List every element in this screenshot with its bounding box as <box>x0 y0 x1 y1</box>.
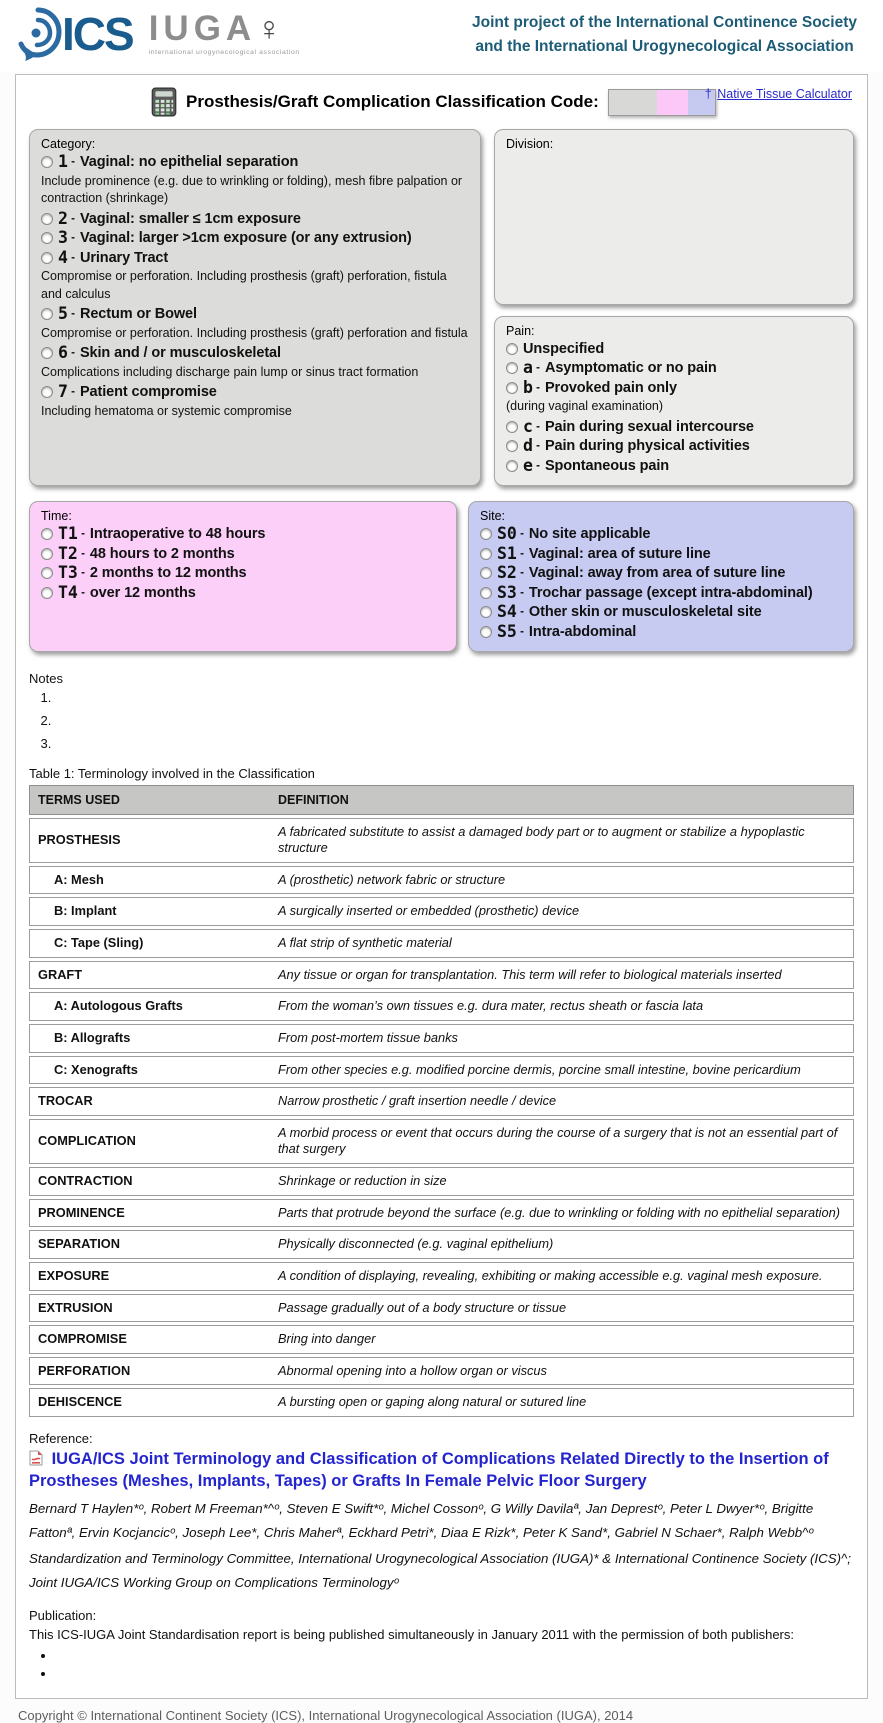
calculator-icon <box>151 87 177 117</box>
radio-button[interactable] <box>41 548 53 560</box>
dagger-icon: † <box>704 87 712 101</box>
time-label: Time: <box>41 509 72 523</box>
option-label: Unspecified <box>523 341 605 357</box>
iuga-caption: international urogynecological association <box>148 49 300 56</box>
table-row <box>29 1056 854 1085</box>
term-cell: EXPOSURE <box>38 1267 110 1283</box>
term-cell: TROCAR <box>38 1093 93 1109</box>
reference-section <box>29 1431 854 1596</box>
main-panel <box>15 74 868 1699</box>
note-item <box>55 712 854 731</box>
term-cell: C: Tape (Sling) <box>54 935 144 951</box>
term-cell: B: Allografts <box>54 1029 131 1045</box>
term-cell: PROSTHESIS <box>38 831 121 847</box>
radio-option <box>41 582 445 602</box>
radio-button[interactable] <box>506 421 518 433</box>
pain-section <box>494 316 854 486</box>
radio-button[interactable] <box>480 548 492 560</box>
option-code: 3 - <box>58 230 75 247</box>
pain-label: Pain: <box>506 324 535 338</box>
table-row <box>29 992 854 1021</box>
table-row <box>29 1119 854 1164</box>
note-item <box>55 689 854 708</box>
option-label: Spontaneous pain <box>544 457 670 474</box>
table-row <box>29 818 854 863</box>
option-label: Other skin or musculoskeletal site <box>528 604 762 621</box>
option-label: Vaginal: area of suture line <box>528 545 711 562</box>
definition-cell: A flat strip of synthetic material <box>278 935 452 951</box>
radio-option <box>41 208 469 228</box>
definition-cell: Bring into danger <box>278 1331 376 1347</box>
radio-button[interactable] <box>506 362 518 374</box>
option-code: 4 - <box>58 250 75 267</box>
radio-option <box>480 621 842 641</box>
definition-cell: Parts that protrude beyond the surface (e.g. due to wrinkling or folding with no epithelial separation) <box>278 1204 840 1220</box>
option-code: a - <box>523 360 540 377</box>
category-section <box>29 129 481 486</box>
reference-committee: Standardization and Terminology Committee, International Urogynecological Association (IUGA)* & International Continence Society (ICS)^; Joint IUGA/ICS Working Group on Complications Terminologyᵒ <box>29 1550 851 1591</box>
radio-option <box>506 455 842 475</box>
time-section <box>29 501 457 652</box>
option-note: Include prominence (e.g. due to wrinkling or folding), mesh fibre palpation or contraction (shrinkage) <box>41 173 463 205</box>
option-label: Rectum or Bowel <box>79 306 197 323</box>
site-options <box>480 526 842 640</box>
option-code: S1 - <box>497 546 524 563</box>
notes-heading: Notes <box>29 671 63 686</box>
ics-logo-text: ICS <box>62 8 133 60</box>
native-tissue-calculator-link[interactable]: † Native Tissue Calculator <box>704 87 852 101</box>
option-label: Intraoperative to 48 hours <box>89 526 266 543</box>
radio-button[interactable] <box>480 528 492 540</box>
option-code: T1 - <box>58 526 85 543</box>
option-code: 2 - <box>58 211 75 228</box>
radio-option <box>41 230 469 247</box>
option-label: Vaginal: away from area of suture line <box>528 565 786 582</box>
radio-button[interactable] <box>41 252 53 264</box>
term-cell: COMPROMISE <box>38 1331 127 1347</box>
option-label: Intra-abdominal <box>528 623 637 640</box>
term-cell: CONTRACTION <box>38 1173 133 1189</box>
table-body <box>29 818 854 1418</box>
option-note: Including hematoma or systemic compromise <box>41 403 292 418</box>
ics-logo-mark <box>14 6 62 62</box>
table-header-terms: TERMS USED <box>38 792 120 807</box>
option-code: 1 - <box>58 154 75 171</box>
option-code: S2 - <box>497 565 524 582</box>
definition-cell: A morbid process or event that occurs during the course of a surgery that is not an essential part of that surgery <box>278 1124 838 1157</box>
definition-cell: Passage gradually out of a body structure or tissue <box>278 1299 567 1315</box>
code-swatch-time <box>657 90 689 115</box>
term-cell: PERFORATION <box>38 1362 131 1378</box>
page-title: Prosthesis/Graft Complication Classification Code: <box>186 92 599 111</box>
radio-option <box>480 604 842 621</box>
definition-cell: Shrinkage or reduction in size <box>278 1173 447 1189</box>
term-cell: COMPLICATION <box>38 1133 136 1149</box>
time-options <box>41 526 445 601</box>
radio-option <box>506 438 842 455</box>
radio-option <box>41 154 469 208</box>
radio-button[interactable] <box>41 567 53 579</box>
table-header-definition: DEFINITION <box>278 792 349 807</box>
table-row <box>29 961 854 990</box>
radio-option <box>480 582 842 602</box>
radio-button[interactable] <box>41 347 53 359</box>
term-cell: EXTRUSION <box>38 1299 113 1315</box>
reference-heading: Reference: <box>29 1431 93 1447</box>
table-header-row <box>29 785 854 815</box>
category-options <box>41 154 469 420</box>
radio-option <box>41 543 445 563</box>
option-label: 2 months to 12 months <box>89 565 247 582</box>
option-code: e - <box>523 458 540 475</box>
option-label: Asymptomatic or no pain <box>544 360 717 377</box>
radio-option <box>506 377 842 416</box>
option-label: Skin and / or musculoskeletal <box>79 345 281 362</box>
option-label: Provoked pain only <box>544 379 677 396</box>
term-cell: C: Xenografts <box>54 1061 138 1077</box>
term-cell: GRAFT <box>38 966 83 982</box>
publisher-item <box>56 1666 854 1681</box>
table-row <box>29 1087 854 1116</box>
terminology-table-section <box>29 766 854 1418</box>
radio-option <box>41 526 445 543</box>
table-row <box>29 897 854 926</box>
definition-cell: From post-mortem tissue banks <box>278 1029 458 1045</box>
term-cell: DEHISCENCE <box>38 1394 122 1410</box>
category-label: Category: <box>41 137 96 151</box>
reference-authors: Bernard T Haylen*ᵒ, Robert M Freeman*^ᵒ, Steven E Swift*ᵒ, Michel Cossonᵒ, G Willy Davilaª, Jan Deprestᵒ, Peter L Dwyer*ᵒ, Brigitte Fattonª, Ervin Kocjancicᵒ, Joseph Lee*, Chris Maherª, Eckhard Petri*, Diaa E Rizk*, Peter K Sand*, Gabriel N Schaer*, Ralph Webb^ᵒ <box>29 1500 814 1541</box>
radio-option <box>506 341 842 357</box>
publication-heading: Publication: <box>29 1607 97 1623</box>
table-row <box>29 1294 854 1323</box>
option-label: Pain during sexual intercourse <box>544 418 754 435</box>
radio-option <box>41 306 469 342</box>
radio-button[interactable] <box>41 587 53 599</box>
term-cell: B: Implant <box>54 903 117 919</box>
radio-option <box>41 384 469 420</box>
definition-cell: From the woman’s own tissues e.g. dura mater, rectus sheath or fascia lata <box>278 998 704 1014</box>
radio-option <box>41 345 469 381</box>
option-label: Trochar passage (except intra-abdominal) <box>528 584 813 601</box>
tagline-line1: Joint project of the International Continence Society <box>472 14 857 31</box>
notes-section <box>29 671 854 754</box>
term-cell: PROMINENCE <box>38 1204 125 1220</box>
term-cell: SEPARATION <box>38 1236 120 1252</box>
option-label: over 12 months <box>89 584 196 601</box>
option-note: Compromise or perforation. Including prosthesis (graft) perforation, fistula and calculus <box>41 269 447 301</box>
option-code: 6 - <box>58 345 75 362</box>
copyright-notice: Copyright © International Continent Society (ICS), International Urogynecological Association (IUGA), 2014 <box>18 1708 634 1723</box>
publisher-item <box>56 1648 854 1663</box>
option-label: 48 hours to 2 months <box>89 545 235 562</box>
note-item <box>55 735 854 754</box>
iuga-logo-text: IUGA <box>148 9 257 48</box>
definition-cell: From other species e.g. modified porcine dermis, porcine small intestine, bovine pericardium <box>278 1061 801 1077</box>
option-label: Vaginal: larger >1cm exposure (or any extrusion) <box>79 230 412 247</box>
table-row <box>29 1167 854 1196</box>
radio-button[interactable] <box>41 232 53 244</box>
option-label: No site applicable <box>528 526 651 543</box>
radio-button[interactable] <box>480 587 492 599</box>
option-code: c - <box>523 419 540 436</box>
option-note: (during vaginal examination) <box>506 399 664 413</box>
definition-cell: Abnormal opening into a hollow organ or viscus <box>278 1362 547 1378</box>
option-code: b - <box>523 380 540 397</box>
definition-cell: A bursting open or gaping along natural or sutured line <box>278 1394 587 1410</box>
option-code: T2 - <box>58 546 85 563</box>
radio-button[interactable] <box>41 156 53 168</box>
pain-options <box>506 341 842 474</box>
site-label: Site: <box>480 509 506 523</box>
definition-cell: A fabricated substitute to assist a damaged body part or to augment or stabilize a hypoplastic structure <box>278 823 805 856</box>
site-section <box>468 501 854 652</box>
table-caption: Table 1: Terminology involved in the Classification <box>29 765 315 781</box>
publication-intro: This ICS-IUGA Joint Standardisation report is being published simultaneously in January 2011 with the permission of both publishers: <box>29 1626 795 1642</box>
header <box>0 0 883 72</box>
radio-button[interactable] <box>506 460 518 472</box>
option-code: S4 - <box>497 604 524 621</box>
radio-button[interactable] <box>41 528 53 540</box>
option-label: Urinary Tract <box>79 249 169 266</box>
option-code: d - <box>523 438 540 455</box>
option-label: Pain during physical activities <box>544 438 750 455</box>
reference-title: IUGA/ICS Joint Terminology and Classification of Complications Related Directly to the Insertion of Prostheses (Meshes, Implants, Tapes) or Grafts In Female Pelvic Floor Surgery <box>29 1450 829 1491</box>
table-row <box>29 1262 854 1291</box>
option-code: 5 - <box>58 306 75 323</box>
definition-cell: Narrow prosthetic / graft insertion needle / device <box>278 1093 557 1109</box>
radio-option <box>506 416 842 436</box>
radio-button[interactable] <box>480 567 492 579</box>
option-code: S0 - <box>497 526 524 543</box>
radio-button[interactable] <box>506 382 518 394</box>
option-label: Patient compromise <box>79 384 217 401</box>
table-row <box>29 1357 854 1386</box>
radio-button[interactable] <box>506 343 518 355</box>
option-note: Compromise or perforation. Including prosthesis (graft) perforation and fistula <box>41 325 468 340</box>
notes-list <box>29 689 854 754</box>
radio-option <box>506 360 842 377</box>
option-code: T4 - <box>58 585 85 602</box>
definition-cell: Physically disconnected (e.g. vaginal epithelium) <box>278 1236 554 1252</box>
radio-option <box>480 526 842 543</box>
table-row <box>29 866 854 895</box>
table-row <box>29 1230 854 1259</box>
table-row <box>29 1388 854 1417</box>
radio-button[interactable] <box>506 440 518 452</box>
radio-option <box>41 565 445 582</box>
option-code: T3 - <box>58 565 85 582</box>
radio-button[interactable] <box>41 213 53 225</box>
table-row <box>29 929 854 958</box>
titlebar <box>29 83 854 129</box>
table-row <box>29 1199 854 1228</box>
option-code: S5 - <box>497 624 524 641</box>
definition-cell: A (prosthetic) network fabric or structure <box>278 871 506 887</box>
radio-button[interactable] <box>480 606 492 618</box>
option-label: Vaginal: no epithelial separation <box>79 154 299 171</box>
female-symbol-icon: ♀ <box>256 10 282 48</box>
ics-logo <box>14 6 133 62</box>
option-code: S3 - <box>497 585 524 602</box>
definition-cell: A condition of displaying, revealing, exhibiting or making accessible e.g. vaginal mesh exposure. <box>278 1267 823 1283</box>
radio-option <box>480 565 842 582</box>
iuga-logo <box>149 10 300 56</box>
division-label: Division: <box>506 137 554 151</box>
pdf-icon <box>29 1450 52 1468</box>
term-cell: A: Mesh <box>54 871 104 887</box>
classification-code-display <box>608 89 716 116</box>
table-row <box>29 1325 854 1354</box>
publisher-list <box>29 1648 854 1681</box>
joint-project-tagline <box>472 11 857 59</box>
option-note: Complications including discharge pain lump or sinus tract formation <box>41 364 419 379</box>
radio-option <box>41 247 469 304</box>
definition-cell: A surgically inserted or embedded (prosthetic) device <box>278 903 580 919</box>
radio-button[interactable] <box>41 308 53 320</box>
code-swatch-category <box>609 90 657 115</box>
division-section <box>494 129 854 305</box>
option-label: Vaginal: smaller ≤ 1cm exposure <box>79 210 301 227</box>
radio-button[interactable] <box>41 386 53 398</box>
radio-option <box>480 543 842 563</box>
radio-button[interactable] <box>480 626 492 638</box>
table-row <box>29 1024 854 1053</box>
option-code: 7 - <box>58 384 75 401</box>
term-cell: A: Autologous Grafts <box>54 998 183 1014</box>
tagline-line2: and the International Urogynecological Association <box>475 38 854 56</box>
definition-cell: Any tissue or organ for transplantation. This term will refer to biological materials inserted <box>278 966 782 982</box>
logos <box>14 6 300 62</box>
